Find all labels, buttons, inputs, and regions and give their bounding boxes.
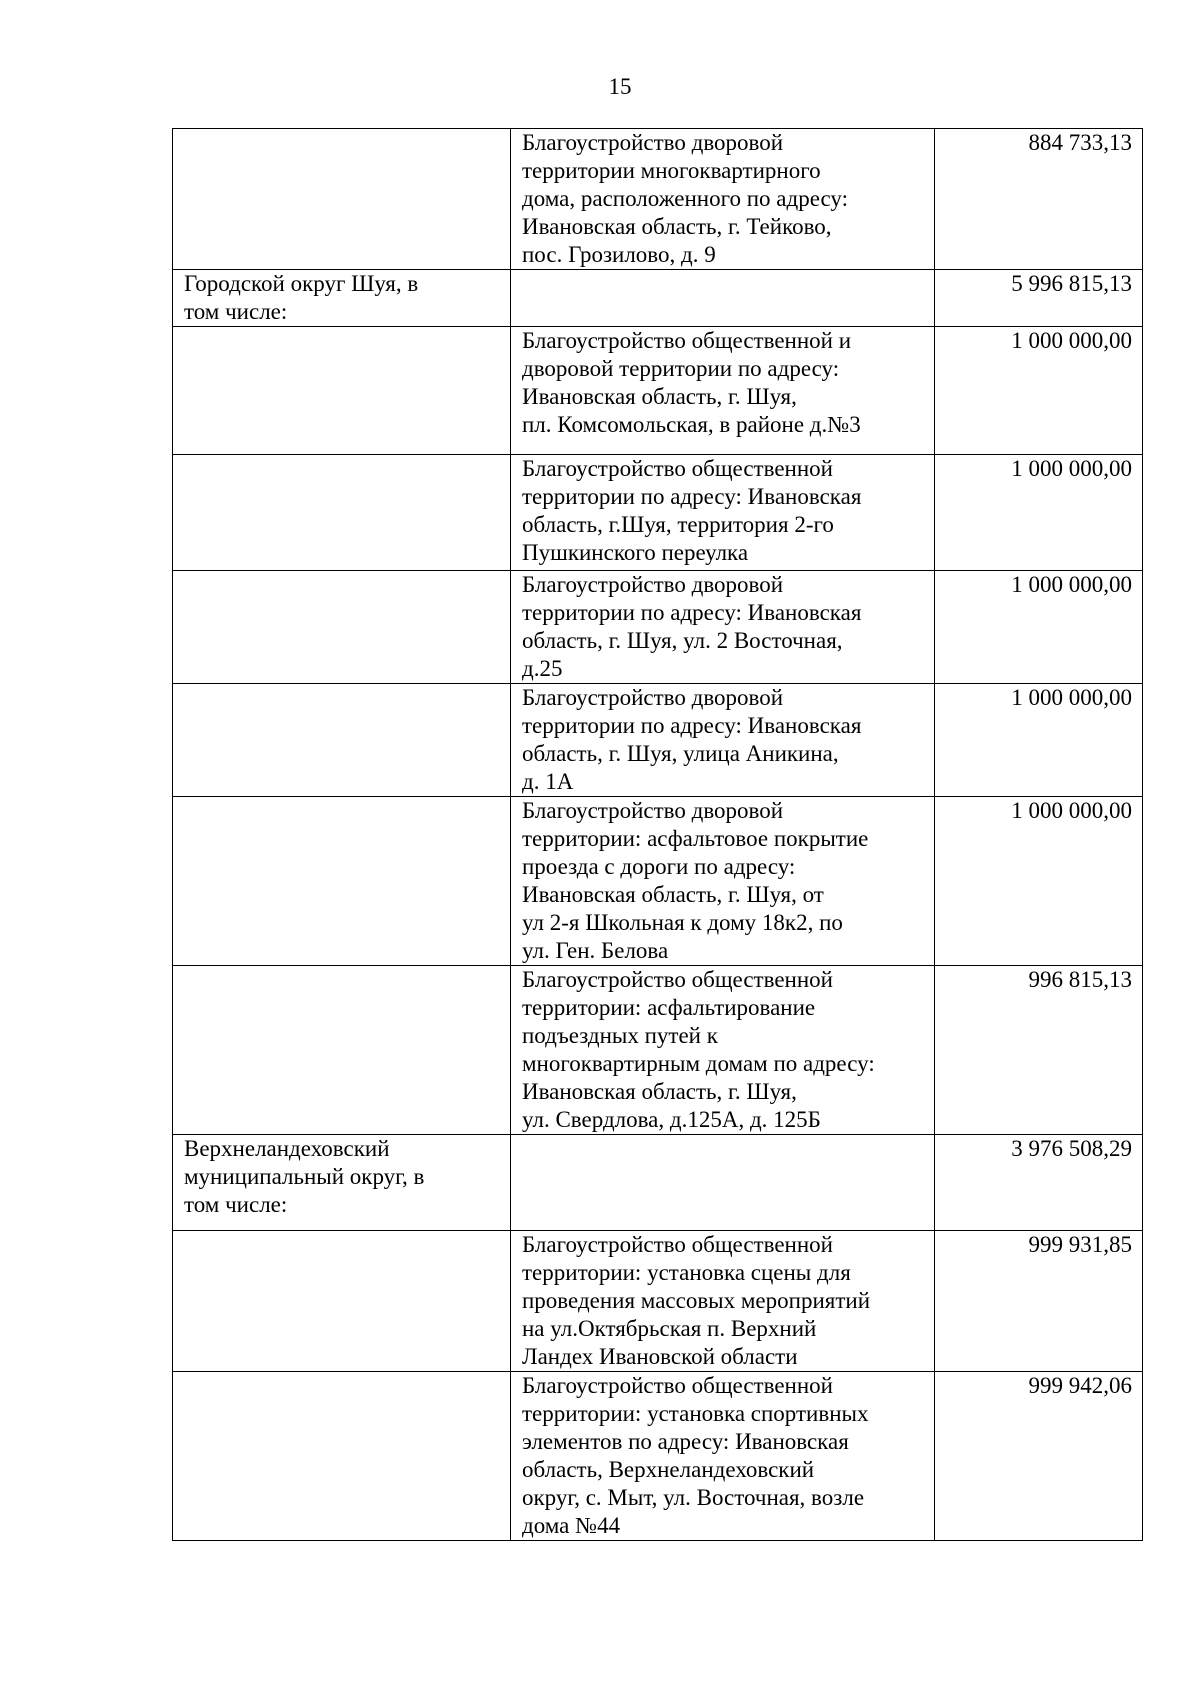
object-text-line: на ул.Октябрьская п. Верхний <box>522 1316 817 1341</box>
table-row <box>173 129 1143 270</box>
object-cell <box>511 571 935 684</box>
object-text-line: проезда с дороги по адресу: <box>522 854 796 879</box>
page-number: 15 <box>608 74 632 99</box>
object-text-line: территории по адресу: Ивановская <box>522 600 862 625</box>
district-cell <box>173 1135 511 1231</box>
district-text-line: муниципальный округ, в <box>184 1164 425 1189</box>
amount-cell <box>935 327 1143 455</box>
object-text-line: Благоустройство дворовой <box>522 685 784 710</box>
table-row <box>173 455 1143 571</box>
object-text-line: Благоустройство дворовой <box>522 572 784 597</box>
object-text-line: д. 1А <box>522 769 574 794</box>
amount-cell <box>935 571 1143 684</box>
object-text-line: Ивановская область, г. Шуя, от <box>522 882 824 907</box>
object-text-line: Благоустройство общественной <box>522 1232 833 1257</box>
table-row <box>173 1135 1143 1231</box>
amount-value: 884 733,13 <box>1028 130 1132 155</box>
object-text-line: область, г. Шуя, ул. 2 Восточная, <box>522 628 843 653</box>
object-text-line: Ивановская область, г. Шуя, <box>522 384 797 409</box>
object-cell <box>511 684 935 797</box>
object-text-line: территории: установка спортивных <box>522 1401 869 1426</box>
object-text-line: территории по адресу: Ивановская <box>522 713 862 738</box>
object-cell <box>511 1231 935 1372</box>
object-text-line: Благоустройство дворовой <box>522 798 784 823</box>
object-text-line: дома №44 <box>522 1513 621 1538</box>
object-text-line: пл. Комсомольская, в районе д.№3 <box>522 412 861 437</box>
object-cell <box>511 1135 935 1231</box>
object-text-line: ул. Свердлова, д.125А, д. 125Б <box>522 1107 821 1132</box>
district-cell <box>173 571 511 684</box>
object-text-line: ул 2-я Школьная к дому 18к2, по <box>522 910 843 935</box>
amount-value: 1 000 000,00 <box>1011 572 1132 597</box>
district-cell <box>173 327 511 455</box>
district-text-line: том числе: <box>184 1192 288 1217</box>
object-text-line: территории: асфальтирование <box>522 995 816 1020</box>
amount-value: 1 000 000,00 <box>1011 798 1132 823</box>
district-cell <box>173 966 511 1135</box>
object-text-line: Ивановская область, г. Тейково, <box>522 214 832 239</box>
object-text-line: д.25 <box>522 656 563 681</box>
object-text-line: многоквартирным домам по адресу: <box>522 1051 875 1076</box>
table-row <box>173 797 1143 966</box>
object-text-line: территории: асфальтовое покрытие <box>522 826 869 851</box>
district-text-line: Верхнеландеховский <box>184 1136 390 1161</box>
amount-cell <box>935 129 1143 270</box>
object-text-line: Благоустройство общественной и <box>522 328 852 353</box>
amount-cell <box>935 455 1143 571</box>
object-text-line: область, г.Шуя, территория 2-го <box>522 512 834 537</box>
amount-cell <box>935 966 1143 1135</box>
amount-cell <box>935 1231 1143 1372</box>
object-text-line: Благоустройство общественной <box>522 967 833 992</box>
object-text-line: Благоустройство общественной <box>522 1373 833 1398</box>
amount-value: 999 942,06 <box>1028 1373 1132 1398</box>
object-cell <box>511 129 935 270</box>
amount-value: 1 000 000,00 <box>1011 456 1132 481</box>
budget-table <box>172 128 1143 1541</box>
amount-cell <box>935 270 1143 327</box>
amount-value: 3 976 508,29 <box>1011 1136 1132 1161</box>
table-row <box>173 1372 1143 1541</box>
district-cell <box>173 684 511 797</box>
amount-cell <box>935 1135 1143 1231</box>
amount-cell <box>935 684 1143 797</box>
district-text-line: том числе: <box>184 299 288 324</box>
object-text-line: Ивановская область, г. Шуя, <box>522 1079 797 1104</box>
amount-value: 999 931,85 <box>1028 1232 1132 1257</box>
table-row <box>173 1231 1143 1372</box>
object-text-line: Благоустройство общественной <box>522 456 833 481</box>
object-cell <box>511 327 935 455</box>
object-text-line: Пушкинского переулка <box>522 540 749 565</box>
object-text-line: территории по адресу: Ивановская <box>522 484 862 509</box>
object-cell <box>511 966 935 1135</box>
object-text-line: ул. Ген. Белова <box>522 938 669 963</box>
district-cell <box>173 1231 511 1372</box>
object-cell <box>511 455 935 571</box>
object-text-line: дворовой территории по адресу: <box>522 356 840 381</box>
district-text-line: Городской округ Шуя, в <box>184 271 419 296</box>
district-cell <box>173 797 511 966</box>
amount-cell <box>935 1372 1143 1541</box>
object-text-line: территории многоквартирного <box>522 158 821 183</box>
object-cell <box>511 797 935 966</box>
table-row <box>173 684 1143 797</box>
table-row <box>173 966 1143 1135</box>
amount-value: 996 815,13 <box>1028 967 1132 992</box>
object-text-line: пос. Грозилово, д. 9 <box>522 242 716 267</box>
district-cell <box>173 270 511 327</box>
object-text-line: Благоустройство дворовой <box>522 130 784 155</box>
district-cell <box>173 129 511 270</box>
amount-value: 1 000 000,00 <box>1011 685 1132 710</box>
district-cell <box>173 1372 511 1541</box>
object-text-line: округ, с. Мыт, ул. Восточная, возле <box>522 1485 865 1510</box>
object-text-line: проведения массовых мероприятий <box>522 1288 871 1313</box>
table-row <box>173 270 1143 327</box>
table-body <box>173 129 1143 1541</box>
table-row <box>173 327 1143 455</box>
amount-cell <box>935 797 1143 966</box>
object-text-line: область, Верхнеландеховский <box>522 1457 815 1482</box>
amount-value: 1 000 000,00 <box>1011 328 1132 353</box>
table-row <box>173 571 1143 684</box>
object-text-line: область, г. Шуя, улица Аникина, <box>522 741 839 766</box>
object-text-line: элементов по адресу: Ивановская <box>522 1429 849 1454</box>
object-text-line: подъездных путей к <box>522 1023 718 1048</box>
district-cell <box>173 455 511 571</box>
object-text-line: территории: установка сцены для <box>522 1260 851 1285</box>
object-cell <box>511 270 935 327</box>
object-text-line: Ландех Ивановской области <box>522 1344 798 1369</box>
object-cell <box>511 1372 935 1541</box>
object-text-line: дома, расположенного по адресу: <box>522 186 848 211</box>
amount-value: 5 996 815,13 <box>1011 271 1132 296</box>
